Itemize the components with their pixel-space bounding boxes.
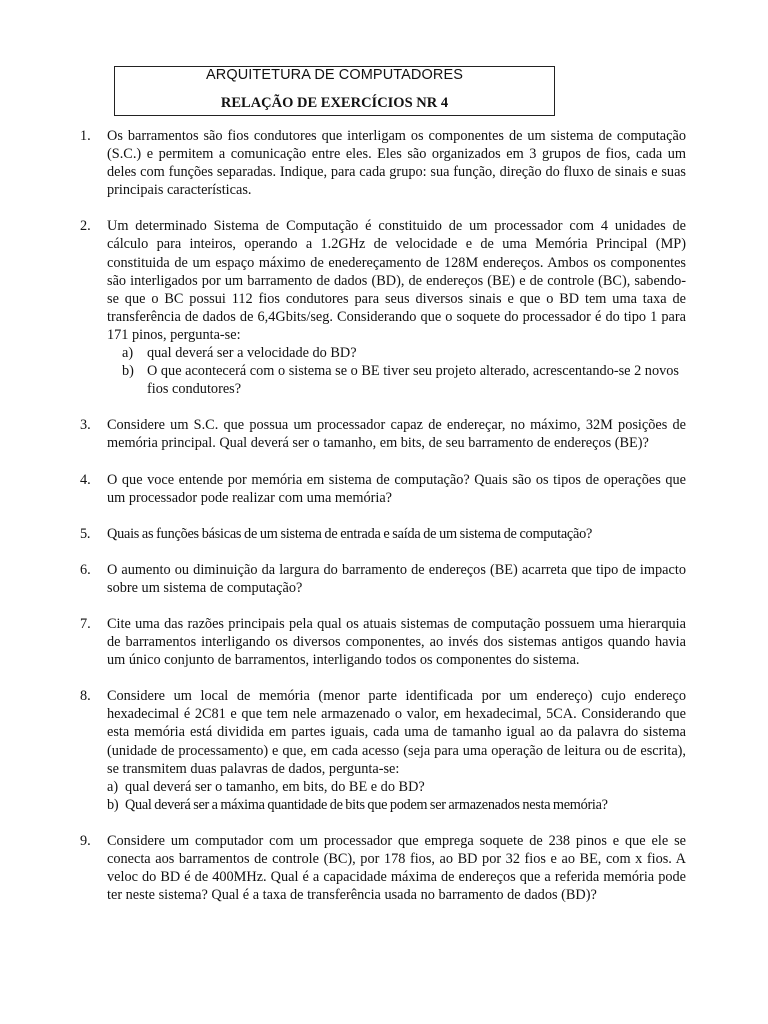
sub-question-text: Qual deverá ser a máxima quantidade de bits que podem ser armazenados nesta memória?: [125, 796, 608, 813]
question-number: 6.: [80, 561, 91, 578]
sub-question-b: [107, 362, 686, 398]
question-text: Cite uma das razões principais pela qual os atuais sistemas de computação possuem uma hierarquia de barramentos interligando os diversos componentes, ao invés dos sistemas antigos quando havia um único conjunto de barramentos, interligando todos os componentes do sistema.: [107, 615, 686, 669]
question-text: Considere um local de memória (menor parte identificada por um endereço) cujo endereço hexadecimal é 2C81 e que tem nele armazenado o valor, em hexadecimal, 5CA. Considerando que esta memória está dividida em partes iguais, cada uma de tamanho igual ao da palavra do sistema (unidade de processamento) e que, em cada acesso (seja para uma operação de leitura ou de escrita), se transmitem duas palavras de dados, pergunta-se:: [107, 688, 686, 777]
question-text: Quais as funções básicas de um sistema de entrada e saída de um sistema de computação?: [107, 525, 593, 542]
sub-question-letter: a): [122, 345, 134, 362]
question-list: [80, 127, 686, 922]
question-text: Considere um S.C. que possua um processador capaz de endereçar, no máximo, 32M posições de memória principal. Qual deverá ser o tamanho, em bits, de seu barramento de endereços (BE)?: [107, 417, 686, 452]
question-number: 2.: [80, 218, 91, 235]
question-number: 8.: [80, 688, 91, 705]
question-text: Considere um computador com um processador que emprega soquete de 238 pinos e que ele se conecta aos barramentos de controle (BC), por 178 fios, ao BD por 32 fios e ao BE, com x fios. A veloc do BD é de 400MHz. Qual é a capacidade máxima de endereços que a referida memória pode ter neste sistema? Qual é a taxa de transferência usada no barramento de dados (BD)?: [107, 832, 686, 904]
question-number: 5.: [80, 525, 91, 542]
sub-question-letter: b): [122, 363, 134, 380]
sub-question-text: qual deverá ser o tamanho, em bits, do BE e do BD?: [125, 778, 425, 795]
sub-question-b: [107, 796, 686, 814]
course-title: ARQUITETURA DE COMPUTADORES: [205, 67, 463, 83]
question-1: [80, 127, 686, 199]
sub-question-text: O que acontecerá com o sistema se o BE tiver seu projeto alterado, acrescentando-se 2 novos fios condutores?: [147, 363, 679, 398]
sub-question-list: [107, 344, 686, 398]
title-box: [114, 66, 555, 116]
question-8: [80, 687, 686, 814]
question-4: [80, 471, 686, 507]
sub-question-letter: a): [107, 778, 119, 795]
question-9: [80, 832, 686, 904]
question-number: 7.: [80, 615, 91, 632]
question-2: [80, 217, 686, 398]
sub-question-a: [107, 344, 686, 362]
question-number: 1.: [80, 128, 91, 144]
question-number: 4.: [80, 471, 91, 488]
question-text: O aumento ou diminuição da largura do barramento de endereços (BE) acarreta que tipo de impacto sobre um sistema de computação?: [107, 561, 686, 596]
question-number: 9.: [80, 832, 91, 849]
question-text: O que voce entende por memória em sistema de computação? Quais são os tipos de operações que um processador pode realizar com uma memória?: [107, 471, 686, 506]
question-7: [80, 615, 686, 669]
question-3: [80, 416, 686, 452]
exercise-list-title: RELAÇÃO DE EXERCÍCIOS NR 4: [220, 95, 449, 111]
question-5: [80, 525, 686, 543]
sub-question-a: [107, 778, 686, 796]
sub-question-text: qual deverá ser a velocidade do BD?: [147, 345, 357, 362]
sub-question-list: [107, 778, 686, 814]
question-number: 3.: [80, 417, 91, 434]
question-text: Um determinado Sistema de Computação é constituido de um processador com 4 unidades de cálculo para inteiros, operando a 1.2GHz de velocidade e de uma Memória Principal (MP) constituida de um espaço máximo de enedereçamento de 128M endereços. Ambos os componentes são interligados por um barramento de dados (BD), de endereços (BE) e de controle (BC), sabendo-se que o BC possui 112 fios condutores para seus diversos sinais e que o BD tem uma taxa de transferência de dados de 6,4Gbits/seg. Considerando que o soquete do processador é do tipo 1 para 171 pinos, pergunta-se:: [107, 218, 686, 343]
question-text: Os barramentos são fios condutores que interligam os componentes de um sistema de computação (S.C.) e permitem a comunicação entre eles. Eles são organizados em 3 grupos de fios, cada um deles com funções separadas. Indique, para cada grupo: sua função, direção do fluxo de sinais e suas principais características.: [107, 128, 686, 199]
sub-question-letter: b): [107, 796, 119, 813]
question-6: [80, 561, 686, 597]
